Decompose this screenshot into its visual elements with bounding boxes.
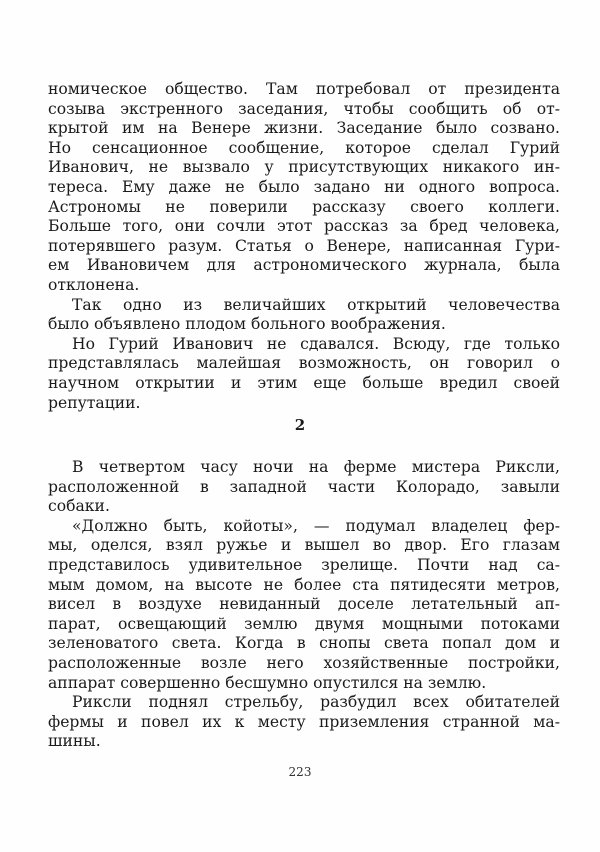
text-line: висел в воздухе невиданный доселе летательный ап- [48,595,560,614]
text-line: было объявлено плодом больного воображения. [48,315,446,334]
text-line: парат, освещающий землю двумя мощными потоками [48,614,560,633]
text-line: ем Ивановичем для астрономического журнала, была [48,256,560,275]
text-line: представилось удивительное зрелище. Почти над са- [48,555,560,574]
text-line: представлялась малейшая возможность, он говорил о [48,354,560,373]
text-line: расположенной в западной части Колорадо, завыли [48,477,560,496]
text-line: репутации. [48,393,141,412]
text-line: «Должно быть, койоты», — подумал владелец фер- [72,516,560,535]
text-line: Больше того, они сочли этот рассказ за бред человека, [48,217,560,236]
text-line: научном открытии и этим еще больше вредил своей [48,373,560,392]
text-line: номическое общество. Там потребовал от президента [48,80,560,98]
text-line: потерявшего разум. Статья о Венере, написанная Гури- [48,236,560,255]
text-line: Иванович, не вызвало у присутствующих никакого ин- [48,158,560,177]
text-line: расположенные возле него хозяйственные постройки, [48,653,560,672]
text-line: отклонена. [48,275,140,294]
text-line: Риксли поднял стрельбу, разбудил всех обитателей [72,693,560,712]
text-block-bottom [48,458,560,752]
text-line: созыва экстренного заседания, чтобы сообщить об от- [48,99,560,118]
text-line: Но сенсационное сообщение, которое сделал Гурий [48,138,560,157]
text-line: Астрономы не поверили рассказу своего коллеги. [48,197,560,216]
text-line: собаки. [48,497,110,516]
text-line: В четвертом часу ночи на ферме мистера Риксли, [72,458,560,476]
page-number: 223 [288,765,312,779]
text-line: мы, оделся, взял ружье и вышел во двор. Его глазам [48,536,560,555]
text-block-top [48,80,560,413]
text-line: крытой им на Венере жизни. Заседание было созвано. [48,119,560,138]
text-line: зеленоватого света. Когда в снопы света попал дом и [48,634,560,653]
text-line: шины. [48,732,101,751]
text-line: аппарат совершенно бесшумно опустился на землю. [48,673,487,692]
section-number: 2 [294,416,306,434]
text-line: тереса. Ему даже не было задано ни одного вопроса. [48,177,560,196]
text-line: Но Гурий Иванович не сдавался. Всюду, где только [72,334,560,353]
text-line: мым домом, на высоте не более ста пятидесяти метров, [48,575,560,594]
text-line: Так одно из величайших открытий человечества [72,295,560,314]
text-line: фермы и повел их к месту приземления странной ма- [48,712,560,731]
